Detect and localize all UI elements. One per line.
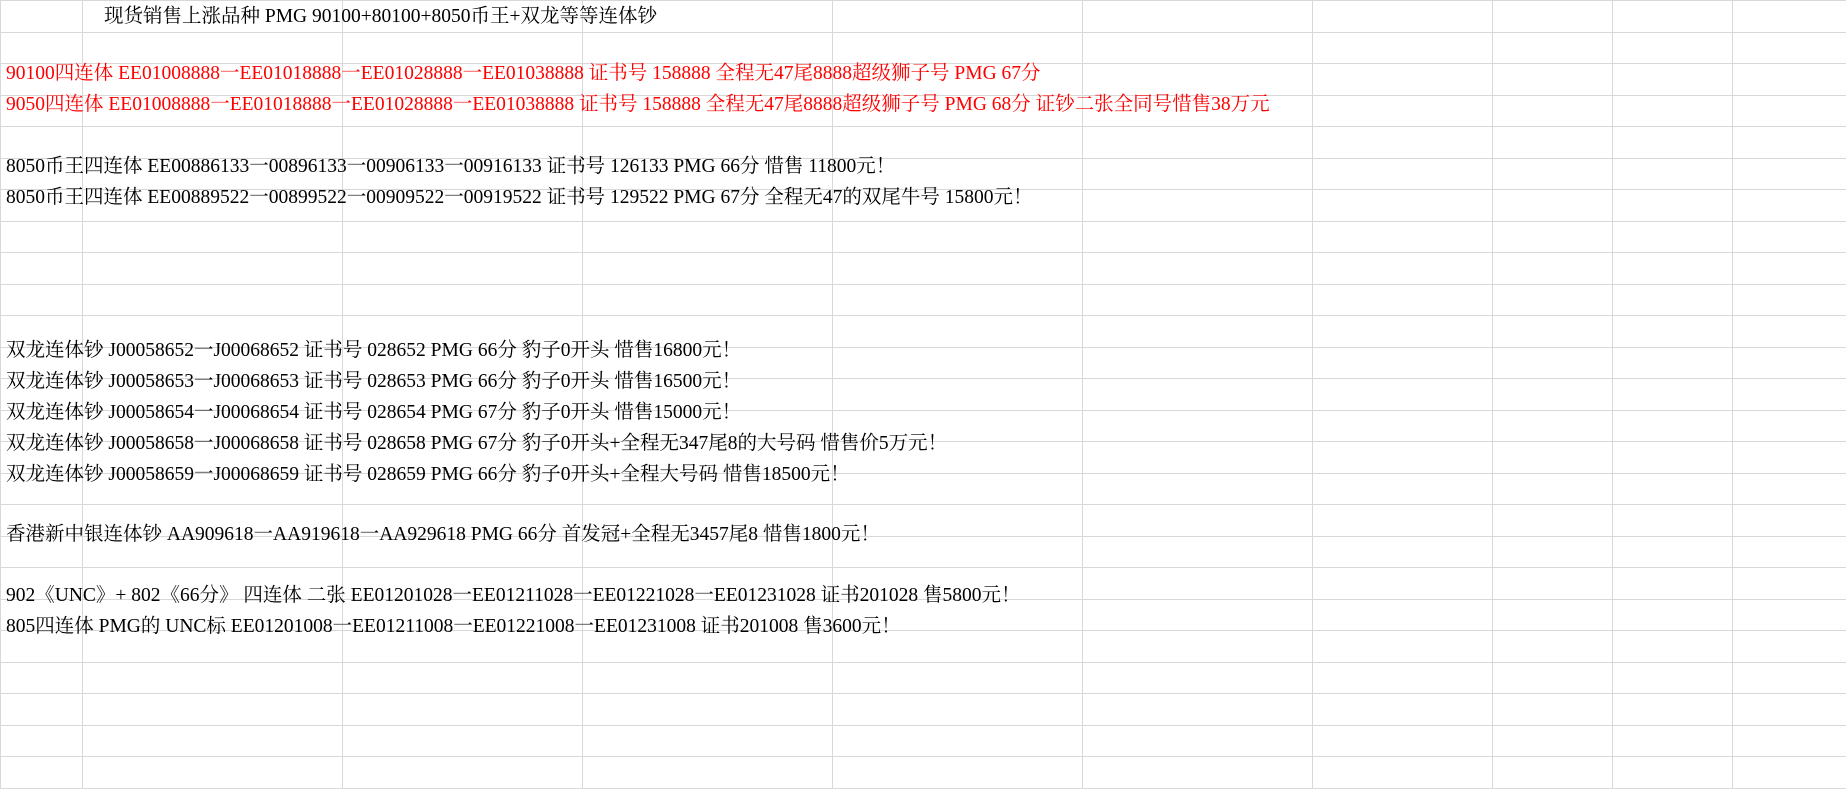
grid-body	[1, 1, 1846, 789]
grid-cell[interactable]	[83, 662, 343, 694]
grid-cell[interactable]	[1313, 127, 1493, 159]
grid-cell[interactable]	[343, 284, 583, 316]
grid-cell[interactable]	[1493, 568, 1613, 600]
grid-cell[interactable]	[1613, 694, 1733, 726]
grid-cell[interactable]	[1493, 347, 1613, 379]
grid-cell[interactable]	[1083, 473, 1313, 505]
grid-cell[interactable]	[1493, 757, 1613, 789]
listing-row-shuanglong-654: 双龙连体钞 J00058654一J00068654 证书号 028654 PMG 67分 豹子0开头 惜售15000元！	[6, 403, 741, 423]
grid-cell[interactable]	[1493, 662, 1613, 694]
grid-cell[interactable]	[1493, 253, 1613, 285]
grid-cell[interactable]	[1493, 284, 1613, 316]
grid-cell[interactable]	[1313, 32, 1493, 64]
grid-cell[interactable]	[1083, 505, 1313, 537]
grid-cell[interactable]	[1493, 599, 1613, 631]
grid-cell[interactable]	[1733, 757, 1846, 789]
grid-cell[interactable]	[1613, 190, 1733, 222]
grid-cell[interactable]	[1733, 158, 1846, 190]
grid-cell[interactable]	[1493, 442, 1613, 474]
grid-cell[interactable]	[583, 662, 833, 694]
grid-cell[interactable]	[1613, 536, 1733, 568]
grid-cell[interactable]	[1613, 599, 1733, 631]
grid-row	[1, 32, 1846, 64]
grid-row	[1, 725, 1846, 757]
grid-cell[interactable]	[1083, 32, 1313, 64]
grid-cell[interactable]	[1733, 316, 1846, 348]
grid-cell[interactable]	[583, 284, 833, 316]
grid-cell[interactable]	[1493, 631, 1613, 663]
grid-cell[interactable]	[343, 757, 583, 789]
grid-cell[interactable]	[1733, 221, 1846, 253]
grid-cell[interactable]	[1, 127, 83, 159]
grid-cell[interactable]	[343, 221, 583, 253]
grid-cell[interactable]	[1313, 536, 1493, 568]
grid-cell[interactable]	[1083, 1, 1313, 33]
grid-cell[interactable]	[833, 662, 1083, 694]
grid-cell[interactable]	[1083, 190, 1313, 222]
listing-row-8050-67: 8050币王四连体 EE00889522一00899522一00909522一00919522 证书号 129522 PMG 67分 全程无47的双尾牛号 15800元！	[6, 188, 1032, 208]
grid-cell[interactable]	[1613, 662, 1733, 694]
grid-cell[interactable]	[1733, 253, 1846, 285]
grid-cell[interactable]	[1313, 95, 1493, 127]
grid-cell[interactable]	[83, 253, 343, 285]
listing-row-90100: 90100四连体 EE01008888一EE01018888一EE01028888一EE01038888 证书号 158888 全程无47尾8888超级狮子号 PMG 67分	[6, 64, 1041, 84]
grid-cell[interactable]	[1613, 253, 1733, 285]
grid-cell[interactable]	[1613, 221, 1733, 253]
grid-cell[interactable]	[1613, 316, 1733, 348]
grid-cell[interactable]	[343, 662, 583, 694]
grid-row	[1, 694, 1846, 726]
grid-cell[interactable]	[1733, 631, 1846, 663]
grid-cell[interactable]	[1733, 410, 1846, 442]
grid-cell[interactable]	[1, 221, 83, 253]
grid-cell[interactable]	[1, 253, 83, 285]
grid-cell[interactable]	[1083, 536, 1313, 568]
grid-cell[interactable]	[1613, 127, 1733, 159]
grid-row	[1, 662, 1846, 694]
grid-cell[interactable]	[833, 284, 1083, 316]
grid-cell[interactable]	[833, 253, 1083, 285]
grid-cell[interactable]	[833, 757, 1083, 789]
grid-cell[interactable]	[1313, 284, 1493, 316]
grid-cell[interactable]	[583, 32, 833, 64]
listing-row-shuanglong-659: 双龙连体钞 J00058659一J00068659 证书号 028659 PMG 66分 豹子0开头+全程大号码 惜售18500元！	[6, 465, 850, 485]
grid-cell[interactable]	[1083, 64, 1313, 96]
grid-cell[interactable]	[1493, 316, 1613, 348]
grid-cell[interactable]	[1313, 221, 1493, 253]
grid-cell[interactable]	[833, 694, 1083, 726]
grid-cell[interactable]	[1083, 694, 1313, 726]
grid-row	[1, 757, 1846, 789]
grid-cell[interactable]	[1313, 347, 1493, 379]
listing-row-805: 805四连体 PMG的 UNC标 EE01201008一EE01211008一EE01221008一EE01231008 证书201008 售3600元！	[6, 617, 901, 637]
grid-cell[interactable]	[1493, 221, 1613, 253]
grid-cell[interactable]	[1493, 725, 1613, 757]
grid-cell[interactable]	[1733, 32, 1846, 64]
grid-cell[interactable]	[1613, 505, 1733, 537]
grid-cell[interactable]	[833, 1, 1083, 33]
grid-cell[interactable]	[1313, 1, 1493, 33]
grid-cell[interactable]	[1733, 505, 1846, 537]
grid-cell[interactable]	[1733, 379, 1846, 411]
grid-cell[interactable]	[1733, 725, 1846, 757]
grid-cell[interactable]	[83, 221, 343, 253]
grid-cell[interactable]	[1733, 568, 1846, 600]
grid-cell[interactable]	[833, 221, 1083, 253]
grid-cell[interactable]	[1613, 284, 1733, 316]
grid-cell[interactable]	[343, 32, 583, 64]
grid-cell[interactable]	[1, 725, 83, 757]
grid-cell[interactable]	[833, 32, 1083, 64]
grid-cell[interactable]	[1493, 158, 1613, 190]
grid-cell[interactable]	[1, 694, 83, 726]
grid-cell[interactable]	[1613, 725, 1733, 757]
listing-row-shuanglong-653: 双龙连体钞 J00058653一J00068653 证书号 028653 PMG 66分 豹子0开头 惜售16500元！	[6, 372, 741, 392]
grid-cell[interactable]	[1083, 662, 1313, 694]
grid-cell[interactable]	[1083, 253, 1313, 285]
grid-cell[interactable]	[1613, 568, 1733, 600]
grid-cell[interactable]	[1493, 410, 1613, 442]
grid-cell[interactable]	[1313, 599, 1493, 631]
grid-cell[interactable]	[1733, 442, 1846, 474]
grid-cell[interactable]	[83, 32, 343, 64]
grid-cell[interactable]	[1613, 379, 1733, 411]
grid-cell[interactable]	[1733, 64, 1846, 96]
grid-cell[interactable]	[1, 284, 83, 316]
grid-cell[interactable]	[1733, 599, 1846, 631]
grid-cell[interactable]	[583, 127, 833, 159]
grid-cell[interactable]	[1493, 1, 1613, 33]
grid-cell[interactable]	[1083, 757, 1313, 789]
grid-cell[interactable]	[833, 379, 1083, 411]
grid-cell[interactable]	[1083, 599, 1313, 631]
grid-cell[interactable]	[1083, 568, 1313, 600]
grid-cell[interactable]	[833, 127, 1083, 159]
grid-cell[interactable]	[1493, 505, 1613, 537]
grid-cell[interactable]	[1613, 442, 1733, 474]
grid-cell[interactable]	[83, 694, 343, 726]
grid-cell[interactable]	[1313, 410, 1493, 442]
grid-cell[interactable]	[1613, 64, 1733, 96]
grid-cell[interactable]	[1083, 127, 1313, 159]
grid-cell[interactable]	[1493, 536, 1613, 568]
grid-cell[interactable]	[833, 347, 1083, 379]
grid-cell[interactable]	[1083, 442, 1313, 474]
grid-cell[interactable]	[1, 1, 83, 33]
grid-row	[1, 284, 1846, 316]
grid-cell[interactable]	[1083, 284, 1313, 316]
grid-cell[interactable]	[1083, 379, 1313, 411]
grid-row	[1, 127, 1846, 159]
grid-cell[interactable]	[343, 127, 583, 159]
grid-cell[interactable]	[1313, 631, 1493, 663]
grid-cell[interactable]	[583, 757, 833, 789]
grid-cell[interactable]	[1493, 127, 1613, 159]
grid-cell[interactable]	[1733, 694, 1846, 726]
grid-cell[interactable]	[343, 253, 583, 285]
grid-cell[interactable]	[83, 725, 343, 757]
listing-row-902-802: 902《UNC》+ 802《66分》 四连体 二张 EE01201028一EE01211028一EE01221028一EE01231028 证书201028 售5800元！	[6, 586, 1021, 606]
grid-cell[interactable]	[83, 127, 343, 159]
grid-cell[interactable]	[833, 316, 1083, 348]
grid-cell[interactable]	[583, 725, 833, 757]
grid-cell[interactable]	[1733, 536, 1846, 568]
listing-row-shuanglong-652: 双龙连体钞 J00058652一J00068652 证书号 028652 PMG 66分 豹子0开头 惜售16800元！	[6, 341, 741, 361]
grid-cell[interactable]	[1493, 64, 1613, 96]
grid-cell[interactable]	[1613, 95, 1733, 127]
grid-cell[interactable]	[1493, 190, 1613, 222]
grid-cell[interactable]	[83, 757, 343, 789]
grid-cell[interactable]	[1083, 725, 1313, 757]
grid-cell[interactable]	[1733, 95, 1846, 127]
grid-cell[interactable]	[1083, 316, 1313, 348]
grid-cell[interactable]	[1613, 1, 1733, 33]
grid-cell[interactable]	[1613, 757, 1733, 789]
grid-cell[interactable]	[1313, 379, 1493, 411]
grid-cell[interactable]	[1733, 190, 1846, 222]
grid-cell[interactable]	[1313, 190, 1493, 222]
grid-cell[interactable]	[1493, 32, 1613, 64]
grid-cell[interactable]	[1313, 757, 1493, 789]
listing-row-9050: 9050四连体 EE01008888一EE01018888一EE01028888一EE01038888 证书号 158888 全程无47尾8888超级狮子号 PMG 68分 证钞二张全同号惜售38万元	[6, 95, 1270, 115]
grid-cell[interactable]	[1313, 473, 1493, 505]
grid-cell[interactable]	[1313, 64, 1493, 96]
grid-cell[interactable]	[1, 32, 83, 64]
grid-cell[interactable]	[1733, 284, 1846, 316]
grid-cell[interactable]	[1, 757, 83, 789]
grid-cell[interactable]	[1613, 32, 1733, 64]
grid-cell[interactable]	[1313, 316, 1493, 348]
grid-cell[interactable]	[583, 221, 833, 253]
grid-cell[interactable]	[1083, 410, 1313, 442]
grid-cell[interactable]	[1313, 662, 1493, 694]
grid-cell[interactable]	[1733, 473, 1846, 505]
grid-cell[interactable]	[1313, 158, 1493, 190]
grid-cell[interactable]	[1313, 505, 1493, 537]
grid-cell[interactable]	[1613, 631, 1733, 663]
grid-cell[interactable]	[1613, 347, 1733, 379]
grid-cell[interactable]	[1083, 347, 1313, 379]
grid-row	[1, 253, 1846, 285]
grid-row	[1, 221, 1846, 253]
grid-cell[interactable]	[1083, 631, 1313, 663]
grid-cell[interactable]	[1733, 662, 1846, 694]
listing-row-xiangang: 香港新中银连体钞 AA909618一AA919618一AA929618 PMG 66分 首发冠+全程无3457尾8 惜售1800元！	[6, 525, 880, 545]
grid-cell[interactable]	[1, 662, 83, 694]
grid-cell[interactable]	[1733, 347, 1846, 379]
listing-row-8050-66: 8050币王四连体 EE00886133一00896133一00906133一00916133 证书号 126133 PMG 66分 惜售 11800元！	[6, 157, 895, 177]
grid-cell[interactable]	[1313, 568, 1493, 600]
grid-cell[interactable]	[583, 253, 833, 285]
grid-cell[interactable]	[1313, 442, 1493, 474]
grid-cell[interactable]	[1493, 95, 1613, 127]
listing-row-shuanglong-658: 双龙连体钞 J00058658一J00068658 证书号 028658 PMG 67分 豹子0开头+全程无347尾8的大号码 惜售价5万元！	[6, 434, 947, 454]
grid-cell[interactable]	[1613, 158, 1733, 190]
grid-cell[interactable]	[1313, 694, 1493, 726]
grid-cell[interactable]	[583, 694, 833, 726]
grid-cell[interactable]	[833, 473, 1083, 505]
sheet-title: 现货销售上涨品种 PMG 90100+80100+8050币王+双龙等等连体钞	[104, 7, 657, 27]
grid-cell[interactable]	[1313, 253, 1493, 285]
grid-cell[interactable]	[833, 725, 1083, 757]
grid-cell[interactable]	[343, 725, 583, 757]
grid-cell[interactable]	[1613, 410, 1733, 442]
grid-cell[interactable]	[83, 284, 343, 316]
grid-cell[interactable]	[1493, 694, 1613, 726]
grid-cell[interactable]	[1733, 1, 1846, 33]
grid-cell[interactable]	[343, 694, 583, 726]
grid-cell[interactable]	[1313, 725, 1493, 757]
grid-cell[interactable]	[1083, 221, 1313, 253]
grid-cell[interactable]	[1493, 379, 1613, 411]
grid-cell[interactable]	[1493, 473, 1613, 505]
grid-cell[interactable]	[1083, 158, 1313, 190]
grid-cell[interactable]	[1733, 127, 1846, 159]
grid-cell[interactable]	[1613, 473, 1733, 505]
